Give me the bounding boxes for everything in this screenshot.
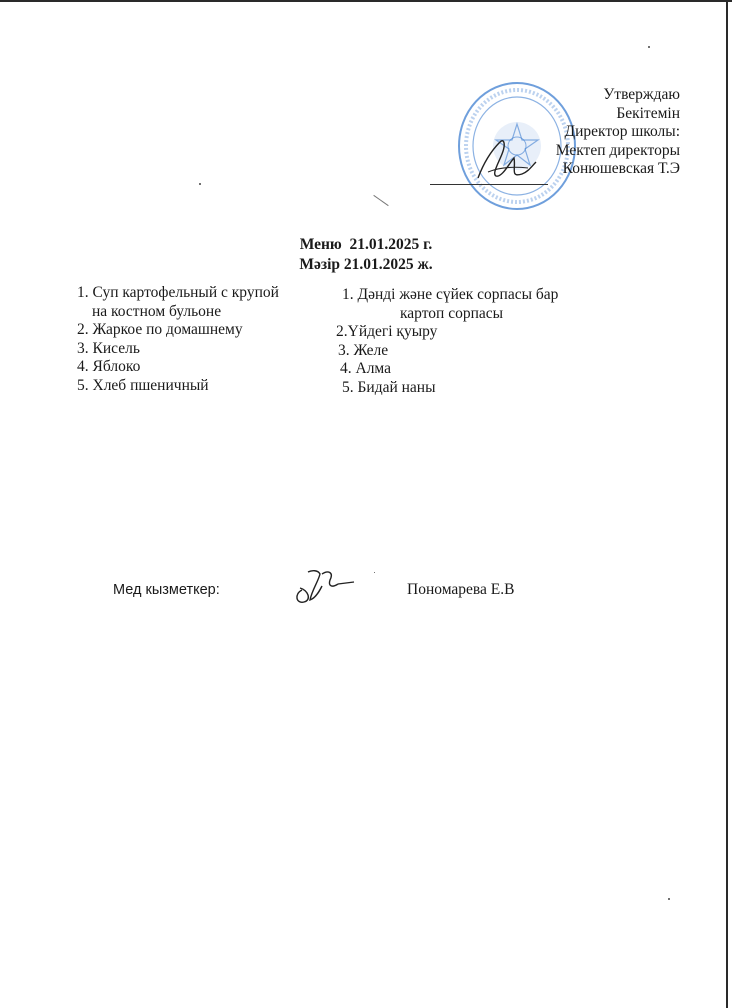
scan-right-edge — [726, 0, 728, 1008]
signature-line — [430, 184, 548, 185]
scan-speck — [668, 898, 670, 900]
menu-item-kz-5: 5. Бидай наны — [342, 378, 436, 396]
menu-item-ru-3: 3. Кисель — [77, 339, 140, 357]
menu-item-ru-1: 1. Суп картофельный с крупой — [77, 284, 279, 301]
approval-kz: Бекітемін — [616, 104, 680, 122]
menu-item-kz-3: 3. Желе — [338, 341, 389, 359]
staff-role: Мед кызметкер: — [113, 582, 220, 598]
menu-item-ru-2: 2. Жаркое по домашнему — [77, 321, 243, 338]
scan-speck — [648, 46, 650, 48]
menu-item-kz-1-cont: картоп сорпасы — [400, 304, 504, 322]
scan-speck — [374, 572, 375, 573]
menu-title-kz: Мәзір 21.01.2025 ж. — [299, 256, 433, 273]
menu-list-kz — [336, 286, 558, 397]
director-title-kz: Мектеп директоры — [555, 141, 680, 159]
menu-item-kz-2: 2.Үйдегі қуыру — [336, 323, 438, 340]
menu-item-ru-1-cont: на костном бульоне — [92, 302, 222, 320]
menu-title-ru: Меню 21.01.2025 г. — [299, 236, 433, 253]
director-signature — [470, 132, 540, 188]
approval-ru: Утверждаю — [603, 86, 680, 103]
menu-item-kz-1: 1. Дәнді және сүйек сорпасы бар — [342, 286, 559, 303]
staff-name: Пономарева Е.В — [407, 581, 515, 598]
scan-scratch — [373, 195, 388, 206]
menu-item-kz-4: 4. Алма — [340, 360, 392, 377]
menu-item-ru-5: 5. Хлеб пшеничный — [77, 376, 209, 394]
director-name: Конюшевская Т.Э — [562, 160, 680, 177]
menu-item-ru-4: 4. Яблоко — [77, 358, 141, 375]
medic-signature — [288, 560, 360, 608]
menu-list-ru — [77, 284, 279, 395]
scan-speck — [199, 183, 201, 185]
director-title-ru: Директор школы: — [564, 123, 680, 140]
scan-top-edge — [0, 0, 732, 2]
approval-block — [556, 86, 680, 179]
